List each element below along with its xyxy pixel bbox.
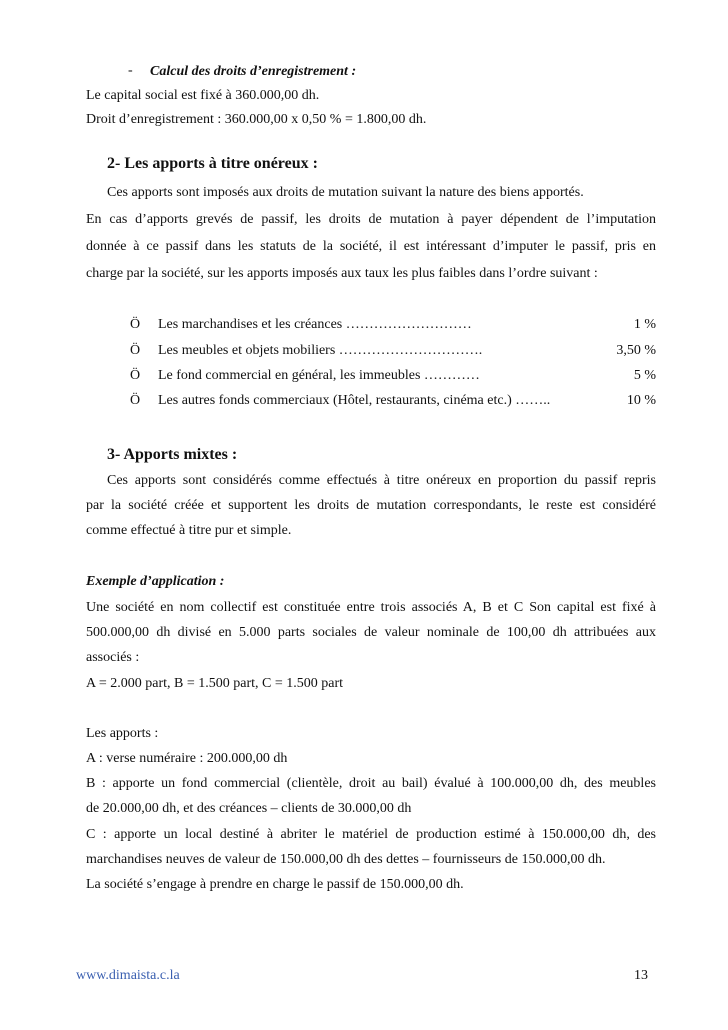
rate-item [130,367,656,385]
example-line-3: associés : [86,650,140,665]
rate-item [130,392,656,410]
rate-item-label: Le fond commercial en général, les immeubles ………… [158,368,480,383]
apport-c-line-1: C : apporte un local destiné à abriter le matériel de production estimé à 150.000,00 dh, des [86,827,656,842]
rate-item-label: Les marchandises et les créances ……………………… [158,317,472,332]
capital-line: Le capital social est fixé à 360.000,00 dh. [86,88,320,103]
rate-item-label: Les autres fonds commerciaux (Hôtel, restaurants, cinéma etc.) …….. [158,393,551,408]
apports-heading: Les apports : [86,726,159,741]
final-line: La société s’engage à prendre en charge le passif de 150.000,00 dh. [86,877,464,892]
page-number: 13 [634,968,648,983]
section-3-line-3: comme effectué à titre pur et simple. [86,523,292,538]
footer-website-link[interactable]: www.dimaista.c.la [76,968,180,983]
apport-a: A : verse numéraire : 200.000,00 dh [86,751,288,766]
example-parts: A = 2.000 part, B = 1.500 part, C = 1.500 part [86,676,343,691]
section-3-title: 3- Apports mixtes : [107,446,238,463]
apport-b-line-1: B : apporte un fond commercial (clientèle, droit au bail) évalué à 100.000,00 dh, des meubles [86,776,656,791]
arrow-symbol-icon: Ö [130,368,141,383]
apport-b-line-2: de 20.000,00 dh, et des créances – clients de 30.000,00 dh [86,801,412,816]
section-3-line-1: Ces apports sont considérés comme effectués à titre onéreux en proportion du passif repris [107,473,656,488]
rate-item-value: 10 % [626,393,656,408]
section-2-para-line-2: donnée à ce passif dans les statuts de la société, il est intéressant d’imputer le passif, pris en [86,239,656,254]
apport-c-line-2: marchandises neuves de valeur de 150.000,00 dh des dettes – fournisseurs de 150.000,00 dh. [86,852,606,867]
section-2-intro: Ces apports sont imposés aux droits de mutation suivant la nature des biens apportés. [107,185,584,200]
section-2-para-line-1: En cas d’apports grevés de passif, les droits de mutation à payer dépendent de l’imputation [86,212,656,227]
section-3-line-2: par la société créée et supportent les droits de mutation correspondants, le reste est considéré [86,498,656,513]
example-line-1: Une société en nom collectif est constituée entre trois associés A, B et C Son capital est fixé à [86,600,656,615]
example-heading: Exemple d’application : [86,574,225,589]
arrow-symbol-icon: Ö [130,317,141,332]
arrow-symbol-icon: Ö [130,343,141,358]
arrow-symbol-icon: Ö [130,393,141,408]
section-2-para-line-3: charge par la société, sur les apports imposés aux taux les plus faibles dans l’ordre suivant : [86,266,598,281]
droit-line: Droit d’enregistrement : 360.000,00 x 0,50 % = 1.800,00 dh. [86,112,427,127]
rate-item-value: 5 % [633,368,656,383]
dash-bullet: - [128,63,133,78]
rate-item-value: 1 % [633,317,656,332]
example-line-2: 500.000,00 dh divisé en 5.000 parts sociales de valeur nominale de 100,00 dh attribuées aux [86,625,656,640]
section-2-title: 2- Les apports à titre onéreux : [107,155,318,172]
calc-heading: Calcul des droits d’enregistrement : [150,64,357,79]
rate-item-label: Les meubles et objets mobiliers …………………………. [158,343,483,358]
rate-item [130,342,656,360]
rate-item-value: 3,50 % [616,343,656,358]
rate-item [130,316,656,334]
